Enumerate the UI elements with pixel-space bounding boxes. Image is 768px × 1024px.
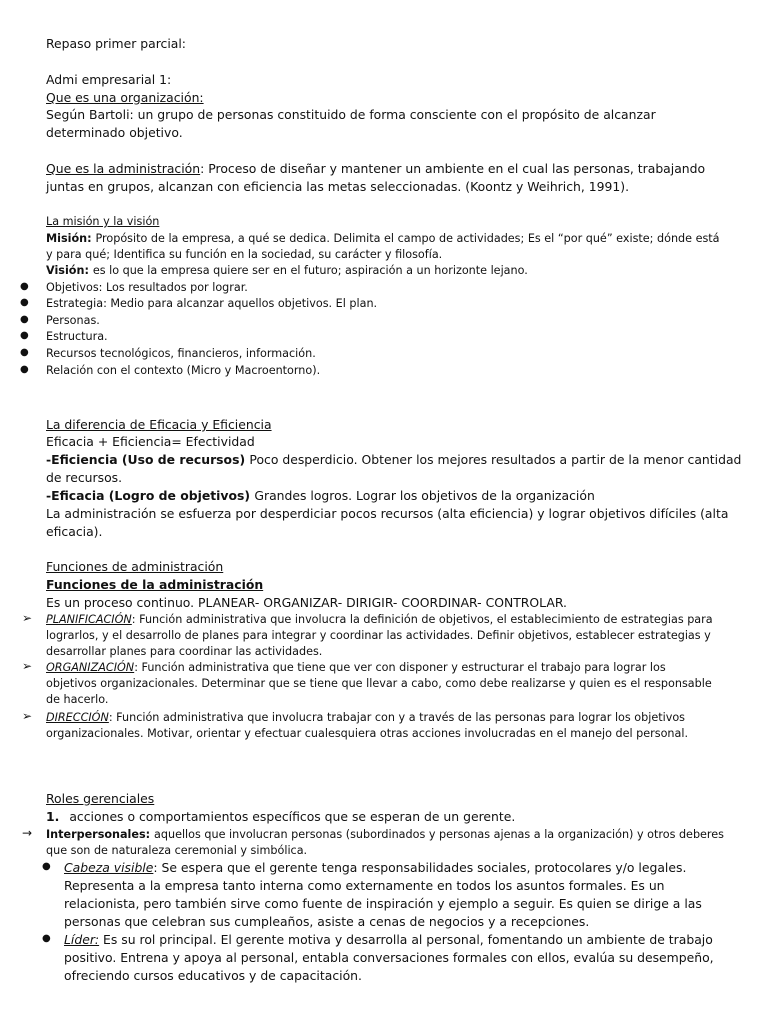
list-item: Relación con el contexto (Micro y Macroentorno). (46, 364, 321, 377)
org-func-label: ORGANIZACIÓN (46, 661, 135, 674)
bullet-icon: ● (20, 364, 29, 375)
org-func-line-1 (46, 660, 666, 676)
eficiencia-line-2: de recursos. (46, 470, 123, 485)
bullet-icon: ● (20, 330, 29, 341)
dir-label: DIRECCIÓN (46, 711, 109, 724)
bullet-icon: ● (42, 861, 51, 872)
arrowhead-bullet-icon: ➢ (22, 659, 33, 673)
bullet-icon: ● (20, 297, 29, 308)
mision-line-1 (46, 231, 720, 247)
list-item: Estrategia: Medio para alcanzar aquellos objetivos. El plan. (46, 297, 378, 310)
arrowhead-bullet-icon: ➢ (22, 709, 33, 723)
vision-label: Visión: (46, 264, 93, 277)
lider-text: Es su rol principal. El gerente motiva y desarrolla al personal, fomentando un ambiente de trabajo (99, 932, 713, 947)
org-line-2: determinado objetivo. (46, 125, 183, 140)
list-item: Estructura. (46, 330, 108, 343)
roles-item-number: 1. (46, 809, 60, 824)
mision-label: Misión: (46, 232, 96, 245)
eficacia-heading: La diferencia de Eficacia y Eficiencia (46, 417, 272, 432)
list-item: Objetivos: Los resultados por lograr. (46, 281, 248, 294)
plan-line-1 (46, 612, 713, 628)
cabeza-label: Cabeza visible (64, 860, 154, 875)
list-item: Recursos tecnológicos, financieros, información. (46, 347, 316, 360)
right-arrow-icon: → (22, 826, 33, 840)
funciones-heading: Funciones de administración (46, 559, 224, 574)
course-title: Admi empresarial 1: (46, 72, 172, 87)
eficiencia-label: -Eficiencia (Uso de recursos) (46, 452, 250, 467)
lider-line-1 (64, 931, 713, 949)
eficacia-text: Grandes logros. Lograr los objetivos de la organización (254, 488, 595, 503)
lider-label: Líder: (64, 932, 100, 947)
inter-line-2: que son de naturaleza ceremonial y simbólica. (46, 844, 308, 857)
cabeza-line-2: Representa a la empresa tanto interna como externamente en todos los asuntos formales. Es un (64, 878, 665, 893)
dir-line-2: organizacionales. Motivar, orientar y efectuar cualesquiera otras acciones involucradas en el manejo del personal. (46, 727, 689, 740)
plan-line-2: lograrlos, y el desarrollo de planes para integrar y coordinar las actividades. Definir objetivos, establecer estrategias y (46, 629, 711, 642)
funciones-intro: Es un proceso continuo. PLANEAR- ORGANIZAR- DIRIGIR- COORDINAR- CONTROLAR. (46, 595, 567, 610)
cabeza-text: : Se espera que el gerente tenga responsabilidades sociales, protocolares y/o legales. (153, 860, 687, 875)
roles-item-text: acciones o comportamientos específicos que se esperan de un gerente. (69, 809, 516, 824)
dir-text: : Función administrativa que involucra trabajar con y a través de las personas para lograr los objetivos (108, 711, 686, 724)
vision-line (46, 263, 528, 279)
eficacia-label: -Eficacia (Logro de objetivos) (46, 488, 255, 503)
inter-text: aquellos que involucran personas (subordinados y personas ajenas a la organización) y otros deberes (154, 828, 724, 841)
inter-label: Interpersonales: (46, 828, 155, 841)
bullet-icon: ● (20, 314, 29, 325)
org-func-line-2: objetivos organizacionales. Determinar que se tiene que llevar a cabo, como debe realizarse y quien es el responsable (46, 677, 712, 690)
dir-line-1 (46, 710, 685, 726)
cabeza-line-4: personas que celebran sus cumpleaños, asiste a cenas de negocios y a recepciones. (64, 914, 590, 929)
cabeza-line-3: relacionista, pero también sirve como fuente de inspiración y ejemplo a seguir. Es quien se dirige a las (64, 896, 702, 911)
roles-item-1 (46, 808, 515, 826)
funciones-subheading: Funciones de la administración (46, 577, 264, 592)
admin-line-2: juntas en grupos, alcanzan con eficiencia las metas seleccionadas. (Koontz y Weihrich, 1991). (46, 179, 630, 194)
org-func-text: : Función administrativa que tiene que ver con disponer y estructurar el trabajo para lograr los (134, 661, 666, 674)
org-heading: Que es una organización: (46, 90, 204, 105)
mision-heading: La misión y la visión (46, 215, 160, 228)
cabeza-line-1 (64, 859, 686, 877)
bullet-icon: ● (20, 347, 29, 358)
plan-label: PLANIFICACIÓN (46, 613, 132, 626)
bullet-icon: ● (42, 933, 51, 944)
inter-line-1 (46, 827, 724, 843)
plan-text: : Función administrativa que involucra la definición de objetivos, el establecimiento de estrategias para (131, 613, 713, 626)
admin-line-1 (46, 160, 705, 178)
lider-line-3: ofreciendo cursos educativos y de capacitación. (64, 968, 362, 983)
lider-line-2: positivo. Entrena y apoya al personal, entabla conversaciones formales con ellos, evalúa su desempeño, (64, 950, 714, 965)
eficacia-formula: Eficacia + Eficiencia= Efectividad (46, 434, 255, 449)
eficiencia-text: Poco desperdicio. Obtener los mejores resultados a partir de la menor cantidad (249, 452, 742, 467)
roles-heading: Roles gerenciales (46, 791, 155, 806)
summary-line-2: eficacia). (46, 524, 103, 539)
plan-line-3: desarrollar planes para coordinar las actividades. (46, 645, 323, 658)
document-title: Repaso primer parcial: (46, 36, 186, 51)
list-item: Personas. (46, 314, 100, 327)
admin-heading: Que es la administración (46, 161, 201, 176)
org-func-line-3: de hacerlo. (46, 693, 109, 706)
eficacia-line (46, 487, 595, 505)
summary-line-1: La administración se esfuerza por desperdiciar pocos recursos (alta eficiencia) y lograr objetivos difíciles (alta (46, 506, 729, 521)
mision-line-2: y para qué; Identifica su función en la sociedad, su carácter y filosofía. (46, 248, 443, 261)
org-line-1: Según Bartoli: un grupo de personas constituido de forma consciente con el propósito de alcanzar (46, 107, 656, 122)
admin-line-1-text: : Proceso de diseñar y mantener un ambiente en el cual las personas, trabajando (200, 161, 706, 176)
bullet-icon: ● (20, 281, 29, 292)
mision-text: Propósito de la empresa, a qué se dedica. Delimita el campo de actividades; Es el “por qué” existe; dónde está (95, 232, 720, 245)
eficiencia-line-1 (46, 451, 741, 469)
vision-text: es lo que la empresa quiere ser en el futuro; aspiración a un horizonte lejano. (92, 264, 528, 277)
arrowhead-bullet-icon: ➢ (22, 611, 33, 625)
